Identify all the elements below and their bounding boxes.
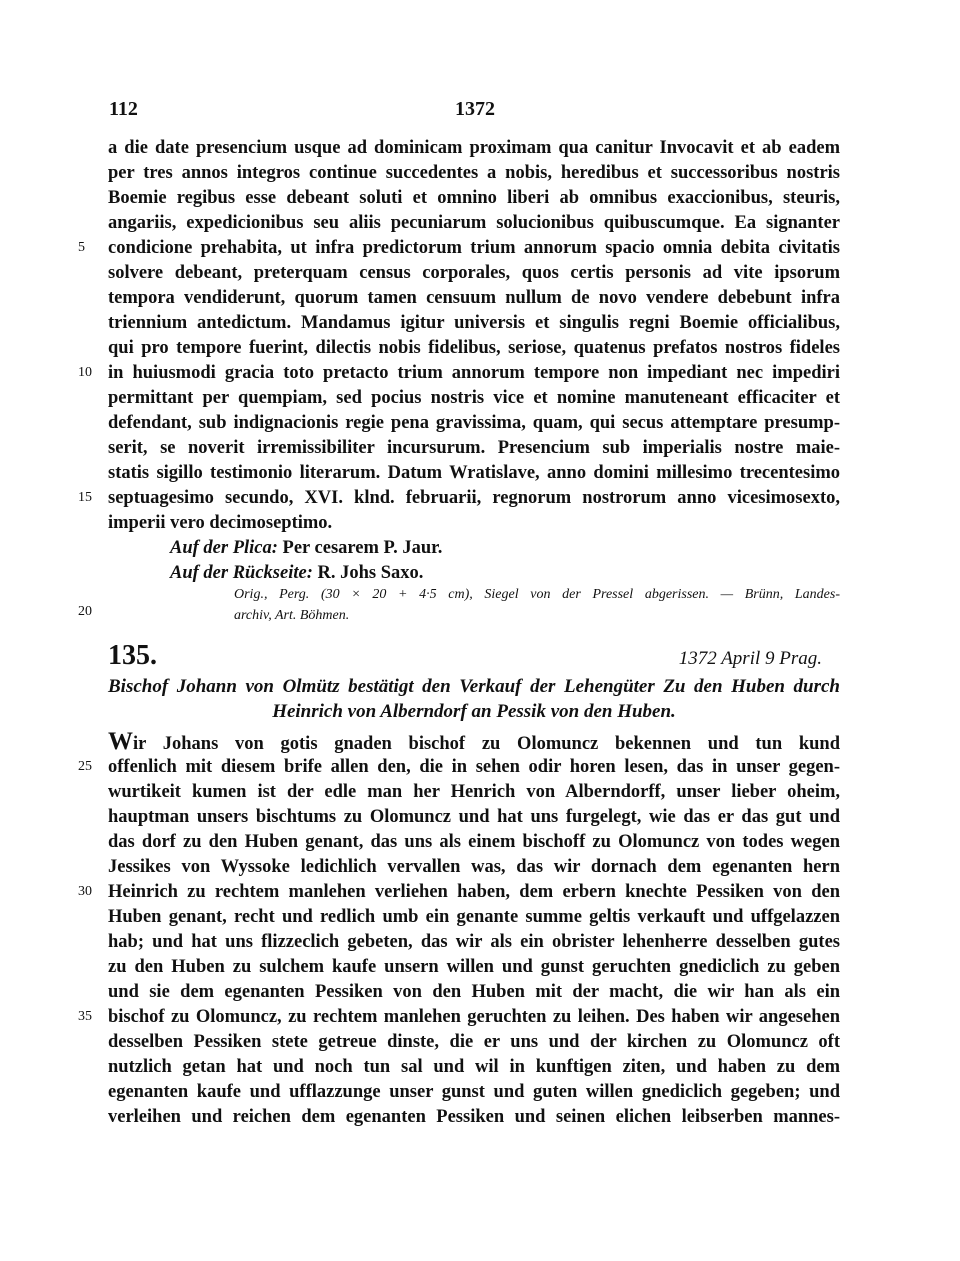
text-line: das dorf zu den Huben genant, das uns als einem bischoff zu Olomuncz von todes wegen <box>108 832 840 852</box>
text-line: Boemie regibus esse debeant soluti et omnino liberi ab omnibus exaccionibus, steuris, <box>108 188 840 208</box>
text-line: angariis, expedicionibus seu aliis pecuniarum solucionibus quibuscumque. Ea signanter <box>108 213 840 233</box>
page-number: 112 <box>109 98 138 120</box>
text-line: a die date presencium usque ad dominicam proximam qua canitur Invocavit et ab eadem <box>108 138 840 158</box>
line-number: 15 <box>78 490 92 505</box>
text-line: qui pro tempore fuerint, dilectis nobis fidelibus, seriose, quatenus prefatos nostros fideles <box>108 338 840 358</box>
plica-label: Auf der Plica: <box>170 538 278 558</box>
line-number: 30 <box>78 884 92 899</box>
text-line: nutzlich getan hat und noch tun sal und wil in kunftigen ziten, und haben zu dem <box>108 1057 840 1077</box>
line-number: 10 <box>78 365 92 380</box>
initial-letter: W <box>108 728 133 755</box>
text-line: triennium antedictum. Mandamus igitur universis et singulis regni Boemie officialibus, <box>108 313 840 333</box>
line-number: 20 <box>78 604 92 619</box>
text-line: offenlich mit diesem brife allen den, die in sehen odir horen lesen, das in unser gegen- <box>108 757 840 777</box>
text-line: Jessikes von Wyssoke ledichlich vervallen was, das wir dornach dem egenanten hern <box>108 857 840 877</box>
line-number: 5 <box>78 240 85 255</box>
first-text-line <box>108 730 840 756</box>
running-year: 1372 <box>455 98 495 120</box>
text-line: verleihen und reichen dem egenanten Pessiken und seinen elichen leibserben mannes- <box>108 1107 840 1127</box>
regest-line: Heinrich von Alberndorf an Pessik von den Huben. <box>272 701 676 722</box>
reverse-text: R. Johs Saxo. <box>317 563 424 583</box>
text-line: per tres annos integros continue succedentes a nobis, heredibus et successoribus nostris <box>108 163 840 183</box>
source-note-line: Orig., Perg. (30 × 20 + 4·5 cm), Siegel von der Pressel abgerissen. — Brünn, Landes- <box>234 587 840 602</box>
text-line: hab; und hat uns flizzeclich gebeten, das wir als ein obrister lehenherre desselben gutes <box>108 932 840 952</box>
regest-line: Bischof Johann von Olmütz bestätigt den Verkauf der Lehengüter Zu den Huben durch <box>108 676 840 697</box>
text-line: und sie dem egenanten Pessiken von den Huben mit der macht, die wir han als ein <box>108 982 840 1002</box>
text-line: statis sigillo testimonio literarum. Datum Wratislave, anno domini millesimo trecentesimo <box>108 463 840 483</box>
text-line: defendant, sub indignacionis regie pena gravissima, quam, qui secus attemptare presump- <box>108 413 840 433</box>
text-line: condicione prehabita, ut infra predictorum trium annorum spacio omnia debita civitatis <box>108 238 840 258</box>
plica-note <box>170 536 442 560</box>
text-line: tempora vendiderunt, quorum tamen censuum nullum de novo vendere debebunt infra <box>108 288 840 308</box>
text-line: zu den Huben zu sulchem kaufe unsern willen und gunst geruchten gnediclich zu geben <box>108 957 840 977</box>
line-number: 35 <box>78 1009 92 1024</box>
line-number: 25 <box>78 759 92 774</box>
document-date: 1372 April 9 Prag. <box>678 648 822 669</box>
text-line: solvere debeant, preterquam census corporales, quos certis personis ad vite ipsorum <box>108 263 840 283</box>
text-line: imperii vero decimoseptimo. <box>108 513 333 533</box>
reverse-label: Auf der Rückseite: <box>170 563 313 583</box>
text-line: desselben Pessiken stete getreue dinste, die er uns und der kirchen zu Olomuncz oft <box>108 1032 840 1052</box>
text-line: hauptman unsers bischtums zu Olomuncz und hat uns furgelegt, wie das er das gut und <box>108 807 840 827</box>
source-note-line: archiv, Art. Böhmen. <box>234 608 350 623</box>
text-line: Huben genant, recht und redlich umb ein genante summe geltis verkauft und uffgelazzen <box>108 907 840 927</box>
text-line: in huiusmodi gracia toto pretacto trium annorum tempore non impediant nec impediri <box>108 363 840 383</box>
text-line: serit, se noverit irremissibiliter incursurum. Presencium sub imperialis nostre maie- <box>108 438 840 458</box>
first-line-text: ir Johans von gotis gnaden bischof zu Olomuncz bekennen und tun kund <box>133 734 840 754</box>
text-line: wurtikeit kumen ist der edle man her Henrich von Alberndorff, unser lieber oheim, <box>108 782 840 802</box>
text-line: Heinrich zu rechtem manlehen verliehen haben, dem erbern knechte Pessiken von den <box>108 882 840 902</box>
plica-text: Per cesarem P. Jaur. <box>282 538 443 558</box>
document-number: 135. <box>108 640 157 671</box>
text-line: permittant per quempiam, sed pocius nostris vice et nomine manuteneant efficaciter et <box>108 388 840 408</box>
text-line: egenanten kaufe und ufflazzunge unser gunst und guten willen gnediclich gegeben; und <box>108 1082 840 1102</box>
reverse-note <box>170 561 423 585</box>
text-line: septuagesimo secundo, XVI. klnd. februarii, regnorum nostrorum anno vicesimosexto, <box>108 488 840 508</box>
text-line: bischof zu Olomuncz, zu rechtem manlehen geruchten zu leihen. Des haben wir angesehen <box>108 1007 840 1027</box>
